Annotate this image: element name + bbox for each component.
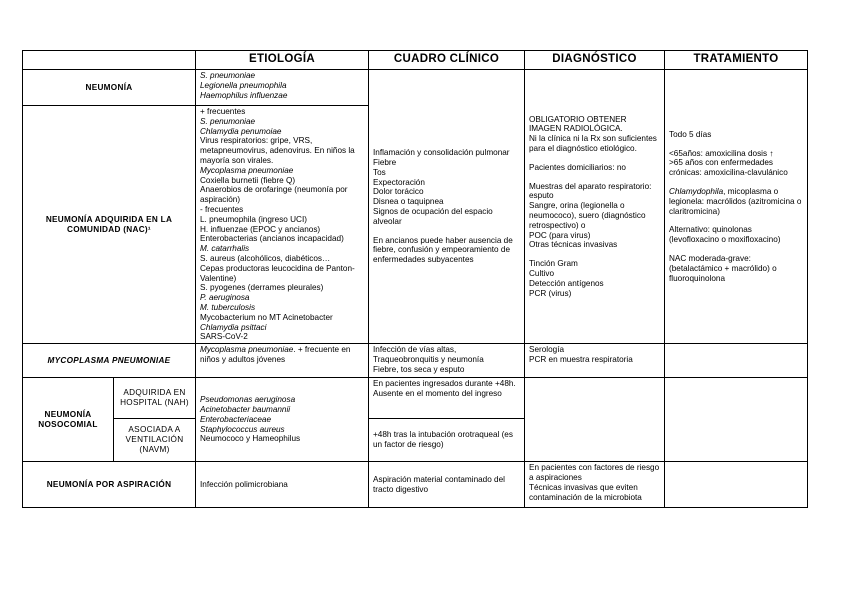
etiology-group-title: - frecuentes xyxy=(200,204,244,214)
diagnosis-item: En pacientes con factores de riesgo a aspiraciones xyxy=(529,463,660,482)
aspiracion-etiology: Infección polimicrobiana xyxy=(196,462,369,508)
diagnosis-item: PCR en muestra respiratoria xyxy=(529,354,633,364)
pneumonia-table xyxy=(22,50,808,508)
row-label-nosocomial: NEUMONÍA NOSOCOMIAL xyxy=(23,378,114,461)
diagnosis-test: PCR (virus) xyxy=(529,288,572,298)
treatment-severe: NAC moderada-grave: (betalactámico + macrólido) o fluoroquinolona xyxy=(669,253,777,283)
aspiracion-diagnosis xyxy=(525,462,665,508)
diagnosis-sample: POC (para virus) xyxy=(529,230,591,240)
navm-clinical: +48h tras la intubación orotraqueal (es un factor de riesgo) xyxy=(373,430,513,450)
diagnosis-intro: OBLIGATORIO OBTENER IMAGEN RADIOLÓGICA. xyxy=(529,114,627,134)
row-aspiracion xyxy=(23,462,808,508)
header-cuadro-clinico: CUADRO CLÍNICO xyxy=(369,51,525,70)
diagnosis-intro: Ni la clínica ni la Rx son suficientes para el diagnóstico etiológico. xyxy=(529,134,657,154)
etiology-item: Anaerobios de orofaringe (neumonía por aspiración) xyxy=(200,185,348,205)
etiology-item: Mycoplasma pneumoniae xyxy=(200,165,294,175)
nosocomial-subtable xyxy=(23,378,195,461)
treatment-atypical-text: , micoplasma o legionela: macrólidos (azitromicina o claritromicina) xyxy=(669,186,802,216)
etiology-item: Coxiella burnetii (fiebre Q) xyxy=(200,175,296,185)
nac-etiology xyxy=(196,106,369,344)
etiology-item: Chlamydia penumoiae xyxy=(200,126,282,136)
row-nosocomial xyxy=(23,378,808,462)
clinical-item: Expectoración xyxy=(373,177,425,187)
row-label-mycoplasma: MYCOPLASMA PNEUMONIAE xyxy=(23,344,196,378)
diagnosis-test: Cultivo xyxy=(529,269,555,279)
etiology-item: Chlamydia psittaci xyxy=(200,322,267,332)
row-label-aspiracion: NEUMONÍA POR ASPIRACIÓN xyxy=(23,462,196,508)
treatment-age: >65 años con enfermedades crónicas: amoxicilina-clavulánico xyxy=(669,158,788,178)
treatment-alternative: Alternativo: quinolonas (levofloxacino o moxifloxacino) xyxy=(669,225,781,245)
nac-treatment xyxy=(665,70,808,344)
diagnosis-outpatient: Pacientes domiciliarios: no xyxy=(529,162,626,172)
etiology-item: Enterobacterias (ancianos incapacidad) xyxy=(200,234,344,244)
etiology-item: Legionella pneumophila xyxy=(200,80,287,90)
row-label-nac: NEUMONÍA ADQUIRIDA EN LA COMUNIDAD (NAC)¹ xyxy=(23,106,196,344)
etiology-item: S. penumoniae xyxy=(200,116,256,126)
etiology-item: L. pneumophila (ingreso UCI) xyxy=(200,214,307,224)
nac-clinical xyxy=(369,70,525,344)
diagnosis-test: Tinción Gram xyxy=(529,259,578,269)
nac-diagnosis xyxy=(525,70,665,344)
clinical-item: Fiebre, tos seca y esputo xyxy=(373,364,465,374)
treatment-age: <65años: amoxicilina dosis ↑ xyxy=(669,148,774,158)
header-diagnostico: DIAGNÓSTICO xyxy=(525,51,665,70)
row-label-navm: ASOCIADA A VENTILACIÓN (NAVM) xyxy=(125,425,184,455)
header-row xyxy=(23,51,808,70)
mycoplasma-organism: Mycoplasma pneumoniae xyxy=(200,345,294,355)
clinical-item: Tos xyxy=(373,167,386,177)
diagnosis-item: Serología xyxy=(529,345,565,355)
clinical-item: Traqueobronquitis y neumonía xyxy=(373,354,484,364)
row-mycoplasma xyxy=(23,344,808,378)
clinical-item: Dolor torácico xyxy=(373,187,424,197)
treatment-atypical-organism: Chlamydophila xyxy=(669,186,724,196)
aspiracion-treatment xyxy=(665,462,808,508)
nosocomial-clinical xyxy=(369,378,525,462)
header-etiologia: ETIOLOGÍA xyxy=(196,51,369,70)
nosocomial-clinical-subtable xyxy=(369,378,524,461)
etiology-item: Mycobacterium no MT Acinetobacter xyxy=(200,312,333,322)
clinical-item: Disnea o taquipnea xyxy=(373,197,444,207)
clinical-item: Infección de vías altas, xyxy=(373,345,457,355)
mycoplasma-etiology-text: . + frecuente en niños y adultos jóvenes xyxy=(200,345,351,364)
clinical-item: Inflamación y consolidación pulmonar xyxy=(373,148,510,158)
etiology-item: S. pneumoniae xyxy=(200,71,256,80)
neumonia-etiology xyxy=(196,70,369,106)
etiology-item: Haemophilus influenzae xyxy=(200,90,288,100)
etiology-item: M. tuberculosis xyxy=(200,302,256,312)
nah-clinical: En pacientes ingresados durante +48h. Ausente en el momento del ingreso xyxy=(369,378,524,419)
etiology-item: M. catarrhalis xyxy=(200,244,250,254)
etiology-item: Virus respiratorios: gripe, VRS, metapneumovirus, adenovirus. En niños la mayoría son virales. xyxy=(200,136,355,165)
etiology-group-title: + frecuentes xyxy=(200,107,246,116)
etiology-item: Cepas productoras leucocidina de Panton-Valentine) xyxy=(200,263,355,283)
treatment-duration: Todo 5 días xyxy=(669,129,712,139)
etiology-item: Acinetobacter baumannii xyxy=(200,404,291,414)
diagnosis-sample: Muestras del aparato respiratorio: esputo xyxy=(529,181,652,201)
etiology-item: Enterobacteriaceae xyxy=(200,414,272,424)
diagnosis-item: Técnicas invasivas que eviten contaminación de la microbiota xyxy=(529,482,642,502)
treatment-atypical xyxy=(669,187,803,216)
row-label-nosocomial-group xyxy=(23,378,196,462)
mycoplasma-clinical xyxy=(369,344,525,378)
etiology-item: P. aeruginosa xyxy=(200,293,250,303)
mycoplasma-diagnosis xyxy=(525,344,665,378)
nosocomial-diagnosis xyxy=(525,378,665,462)
row-neumonia xyxy=(23,70,808,106)
row-label-neumonia: NEUMONÍA xyxy=(23,70,196,106)
clinical-item: Signos de ocupación del espacio alveolar xyxy=(373,206,493,226)
etiology-item: S. pyogenes (derrames pleurales) xyxy=(200,283,324,293)
etiology-item: H. influenzae (EPOC y ancianos) xyxy=(200,224,321,234)
etiology-item: S. aureus (alcohólicos, diabéticos… xyxy=(200,253,331,263)
etiology-item: SARS-CoV-2 xyxy=(200,332,248,342)
clinical-item: Fiebre xyxy=(373,157,397,167)
nosocomial-etiology xyxy=(196,378,369,462)
etiology-item: Neumococo y Hameophilus xyxy=(200,434,301,444)
diagnosis-sample: Sangre, orina (legionella o neumococo), suero (diagnóstico retrospectivo) o xyxy=(529,201,646,230)
mycoplasma-etiology xyxy=(196,344,369,378)
etiology-item: Staphylococcus aureus xyxy=(200,424,285,434)
mycoplasma-treatment xyxy=(665,344,808,378)
diagnosis-test: Detección antígenos xyxy=(529,278,604,288)
header-blank xyxy=(23,51,196,70)
clinical-elderly: En ancianos puede haber ausencia de fiebre, confusión y empeoramiento de enfermedades subyacentes xyxy=(373,235,513,265)
aspiracion-clinical: Aspiración material contaminado del tracto digestivo xyxy=(369,462,525,508)
diagnosis-sample: Otras técnicas invasivas xyxy=(529,240,618,250)
header-tratamiento: TRATAMIENTO xyxy=(665,51,808,70)
row-label-nah: ADQUIRIDA EN HOSPITAL (NAH) xyxy=(114,378,196,419)
etiology-item: Pseudomonas aeruginosa xyxy=(200,395,296,405)
nosocomial-treatment xyxy=(665,378,808,462)
